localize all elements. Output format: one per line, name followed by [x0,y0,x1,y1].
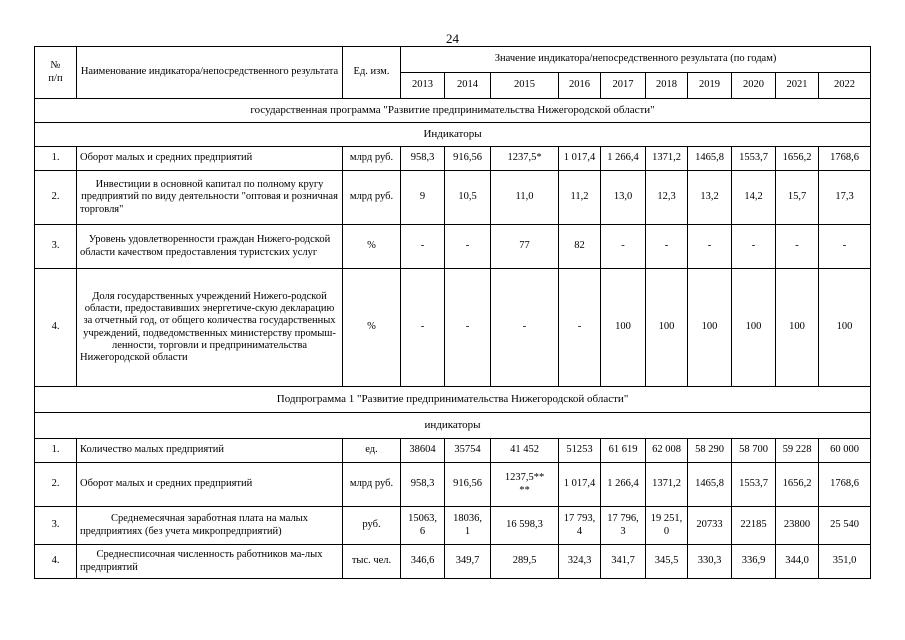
value-cell: 60 000 [819,439,871,463]
indicator-name: Инвестиции в основной капитал по полному кругу предприятий по виду деятельности "оптовая и розничная торговля" [77,171,343,225]
value-cell: 336,9 [732,545,776,579]
value-cell: 25 540 [819,507,871,545]
value-cell: 100 [688,269,732,387]
value-cell: 1 266,4 [601,147,646,171]
unit-cell: млрд руб. [343,147,401,171]
table-row [35,225,871,269]
value-cell: - [401,269,445,387]
value-cell: 1768,6 [819,463,871,507]
value-cell: 916,56 [445,147,491,171]
value-cell: - [445,269,491,387]
value-cell: 344,0 [776,545,819,579]
header-unit: Ед. изм. [343,47,401,99]
value-cell: 23800 [776,507,819,545]
value-cell: 1465,8 [688,463,732,507]
value-cell: 1465,8 [688,147,732,171]
value-cell: 345,5 [646,545,688,579]
value-cell: 100 [732,269,776,387]
value-cell: 100 [601,269,646,387]
section-row [35,123,871,147]
row-number: 1. [35,439,77,463]
value-cell: 958,3 [401,463,445,507]
row-number: 1. [35,147,77,171]
value-cell: 1 017,4 [559,463,601,507]
value-cell: 349,7 [445,545,491,579]
header-year: 2017 [601,73,646,99]
header-value-group: Значение индикатора/непосредственного результата (по годам) [401,47,871,73]
section-row [35,99,871,123]
value-cell: 51253 [559,439,601,463]
value-cell: 59 228 [776,439,819,463]
row-number: 3. [35,507,77,545]
value-cell: 17 793, 4 [559,507,601,545]
value-cell: 15063, 6 [401,507,445,545]
value-cell: 77 [491,225,559,269]
value-cell: 13,2 [688,171,732,225]
header-year: 2022 [819,73,871,99]
header-year: 2019 [688,73,732,99]
indicator-name: Среднесписочная численность работников ма-лых предприятий [77,545,343,579]
value-cell: 1371,2 [646,147,688,171]
row-number: 3. [35,225,77,269]
value-cell: 1 017,4 [559,147,601,171]
unit-cell: млрд руб. [343,171,401,225]
section-title: Индикаторы [35,123,871,147]
value-cell: 15,7 [776,171,819,225]
value-cell: 100 [646,269,688,387]
header-year: 2018 [646,73,688,99]
section-title: государственная программа "Развитие предпринимательства Нижегородской области" [35,99,871,123]
value-cell: 351,0 [819,545,871,579]
row-number: 4. [35,545,77,579]
table-body [35,99,871,579]
value-cell: 9 [401,171,445,225]
header-year: 2016 [559,73,601,99]
value-cell: - [819,225,871,269]
value-cell: - [688,225,732,269]
value-cell: 330,3 [688,545,732,579]
value-cell: 20733 [688,507,732,545]
value-cell: - [401,225,445,269]
value-cell: 18036, 1 [445,507,491,545]
header-year: 2013 [401,73,445,99]
unit-cell: руб. [343,507,401,545]
value-cell: 100 [819,269,871,387]
page-number: 24 [446,31,459,46]
value-cell: 916,56 [445,463,491,507]
value-cell: 62 008 [646,439,688,463]
indicator-name: Среднемесячная заработная плата на малых предприятиях (без учета микропредприятий) [77,507,343,545]
table-row [35,463,871,507]
table-row [35,545,871,579]
value-cell: 289,5 [491,545,559,579]
value-cell: 58 290 [688,439,732,463]
header-year: 2020 [732,73,776,99]
table-row [35,439,871,463]
value-cell: 1656,2 [776,463,819,507]
section-title: индикаторы [35,413,871,439]
header-num: № п/п [35,47,77,99]
value-cell: 341,7 [601,545,646,579]
value-cell: 100 [776,269,819,387]
header-year: 2021 [776,73,819,99]
section-title: Подпрограмма 1 "Развитие предпринимательства Нижегородской области" [35,387,871,413]
value-cell: 13,0 [601,171,646,225]
indicator-name: Оборот малых и средних предприятий [77,147,343,171]
value-cell: 82 [559,225,601,269]
header-year: 2015 [491,73,559,99]
value-cell: 41 452 [491,439,559,463]
value-cell: 1 266,4 [601,463,646,507]
section-row [35,413,871,439]
indicators-table [34,46,871,579]
value-cell: 958,3 [401,147,445,171]
value-cell: 16 598,3 [491,507,559,545]
value-cell: - [601,225,646,269]
value-cell: 324,3 [559,545,601,579]
value-cell: 17 796, 3 [601,507,646,545]
unit-cell: ед. [343,439,401,463]
table-row [35,171,871,225]
value-cell: - [646,225,688,269]
value-cell: 1553,7 [732,463,776,507]
value-cell: - [776,225,819,269]
unit-cell: % [343,225,401,269]
value-cell: 1656,2 [776,147,819,171]
indicator-name: Уровень удовлетворенности граждан Нижего-родской области качеством предоставления туристских услуг [77,225,343,269]
value-cell: 12,3 [646,171,688,225]
value-cell: - [445,225,491,269]
indicator-name: Количество малых предприятий [77,439,343,463]
value-cell: 35754 [445,439,491,463]
table-row [35,507,871,545]
row-number: 2. [35,463,77,507]
value-cell: 346,6 [401,545,445,579]
header-name: Наименование индикатора/непосредственного результата [77,47,343,99]
row-number: 4. [35,269,77,387]
value-cell: - [491,269,559,387]
value-cell: 38604 [401,439,445,463]
unit-cell: тыс. чел. [343,545,401,579]
value-cell: 58 700 [732,439,776,463]
table-row [35,147,871,171]
value-cell: 11,0 [491,171,559,225]
unit-cell: млрд руб. [343,463,401,507]
header-year: 2014 [445,73,491,99]
row-number: 2. [35,171,77,225]
value-cell: 10,5 [445,171,491,225]
value-cell: 11,2 [559,171,601,225]
value-cell: 61 619 [601,439,646,463]
section-row [35,387,871,413]
value-cell: 19 251, 0 [646,507,688,545]
value-cell: 1768,6 [819,147,871,171]
value-cell: 1237,5** ** [491,463,559,507]
value-cell: 1237,5* [491,147,559,171]
value-cell: 14,2 [732,171,776,225]
value-cell: 22185 [732,507,776,545]
value-cell: 1371,2 [646,463,688,507]
value-cell: - [559,269,601,387]
unit-cell: % [343,269,401,387]
table-row [35,269,871,387]
value-cell: 1553,7 [732,147,776,171]
indicator-name: Оборот малых и средних предприятий [77,463,343,507]
value-cell: - [732,225,776,269]
value-cell: 17,3 [819,171,871,225]
indicator-name: Доля государственных учреждений Нижего-родской области, предоставивших энергетиче-скую декларацию за отчетный год, от общего количества государственных учреждений, подведомственных министерству промыш-ленности, торговли и предпринимательства Нижегородской области [77,269,343,387]
